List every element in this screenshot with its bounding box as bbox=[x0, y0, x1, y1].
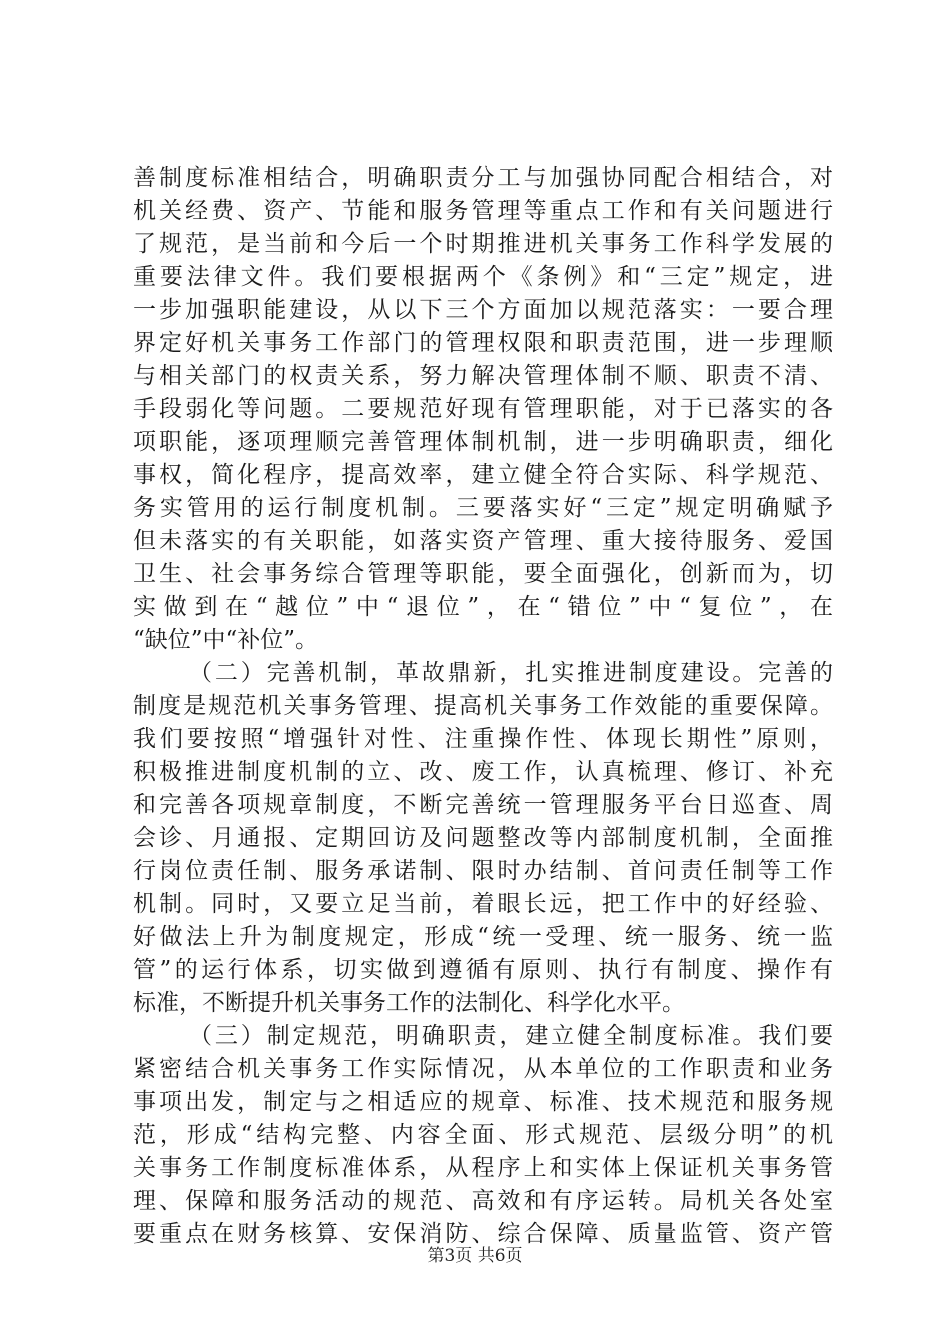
section-heading-line: （三）制定规范，明确职责，建立健全制度标准。我们要 bbox=[189, 1023, 833, 1049]
text-line: 我们要按照“增强针对性、注重操作性、体现长期性”原则， bbox=[133, 726, 833, 752]
text-line: 机关经费、资产、节能和服务管理等重点工作和有关问题进行 bbox=[133, 198, 833, 224]
text-line: 好做法上升为制度规定，形成“统一受理、统一服务、统一监 bbox=[133, 924, 833, 950]
text-line: 善制度标准相结合，明确职责分工与加强协同配合相结合，对 bbox=[133, 165, 833, 191]
text-line: 事项出发，制定与之相适应的规章、标准、技术规范和服务规 bbox=[133, 1089, 833, 1115]
text-line: 会诊、月通报、定期回访及问题整改等内部制度机制，全面推 bbox=[133, 825, 833, 851]
text-line: 积极推进制度机制的立、改、废工作，认真梳理、修订、补充 bbox=[133, 759, 833, 785]
text-line: 关事务工作制度标准体系，从程序上和实体上保证机关事务管 bbox=[133, 1155, 833, 1181]
text-line: 范，形成“结构完整、内容全面、形式规范、层级分明”的机 bbox=[133, 1122, 833, 1148]
text-line: 手段弱化等问题。二要规范好现有管理职能，对于已落实的各 bbox=[133, 396, 833, 422]
text-line: 一步加强职能建设，从以下三个方面加以规范落实：一要合理 bbox=[133, 297, 833, 323]
text-line: 行岗位责任制、服务承诺制、限时办结制、首问责任制等工作 bbox=[133, 858, 833, 884]
text-line: 制度是规范机关事务管理、提高机关事务工作效能的重要保障。 bbox=[133, 693, 833, 719]
text-line: 实做到在“越位”中“退位”，在“错位”中“复位”，在 bbox=[133, 594, 833, 620]
text-line: “缺位”中“补位”。 bbox=[133, 627, 319, 653]
section-heading-line: （二）完善机制，革故鼎新，扎实推进制度建设。完善的 bbox=[189, 660, 833, 686]
text-line: 紧密结合机关事务工作实际情况，从本单位的工作职责和业务 bbox=[133, 1056, 833, 1082]
text-line: 界定好机关事务工作部门的管理权限和职责范围，进一步理顺 bbox=[133, 330, 833, 356]
text-line: 管”的运行体系，切实做到遵循有原则、执行有制度、操作有 bbox=[133, 957, 833, 983]
text-line: 重要法律文件。我们要根据两个《条例》和“三定”规定，进 bbox=[133, 264, 833, 290]
text-line: 但未落实的有关职能，如落实资产管理、重大接待服务、爱国 bbox=[133, 528, 833, 554]
text-line: 与相关部门的权责关系，努力解决管理体制不顺、职责不清、 bbox=[133, 363, 833, 389]
text-line: 标准，不断提升机关事务工作的法制化、科学化水平。 bbox=[133, 990, 685, 1016]
text-line: 项职能，逐项理顺完善管理体制机制，进一步明确职责，细化 bbox=[133, 429, 833, 455]
text-line: 机制。同时，又要立足当前，着眼长远，把工作中的好经验、 bbox=[133, 891, 833, 917]
page-number-footer: 第3页 共6页 bbox=[427, 1246, 523, 1266]
text-line: 务实管用的运行制度机制。三要落实好“三定”规定明确赋予 bbox=[133, 495, 833, 521]
text-line: 要重点在财务核算、安保消防、综合保障、质量监管、资产管 bbox=[133, 1221, 833, 1247]
body-text bbox=[133, 162, 833, 1251]
text-line: 了规范，是当前和今后一个时期推进机关事务工作科学发展的 bbox=[133, 231, 833, 257]
text-line: 和完善各项规章制度，不断完善统一管理服务平台日巡查、周 bbox=[133, 792, 833, 818]
text-line: 理、保障和服务活动的规范、高效和有序运转。局机关各处室 bbox=[133, 1188, 833, 1214]
text-line: 卫生、社会事务综合管理等职能，要全面强化，创新而为，切 bbox=[133, 561, 833, 587]
text-line: 事权，简化程序，提高效率，建立健全符合实际、科学规范、 bbox=[133, 462, 833, 488]
